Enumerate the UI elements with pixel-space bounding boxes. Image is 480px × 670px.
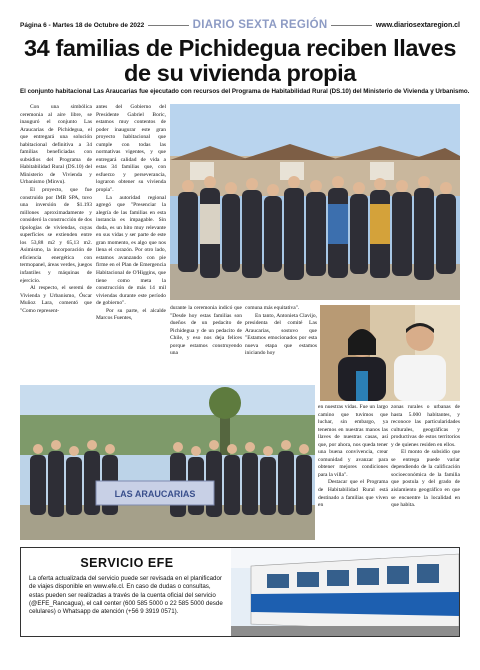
paragraph: antes del Gobierno del Presidente Gabriel Boric, estamos muy contentos de poder inaugurar este gran proyecto habitacional que cumple con todas las normativas vigentes, y que entregará calidad de vida a estas 34 familias que, con esfuerzo y perseverancia, lograron obtener su vivienda propia". [96,104,166,194]
text-column-6 [391,404,460,539]
paragraph: comuna más equitativa". [245,305,300,311]
paragraph: Destacar que el Programa de Habitabilidad Rural está destinado a familias que viven en [318,479,388,509]
paragraph: En tanto, Antonieta Clavijo, presidenta del comité Las Araucarias, sostuvo que "Estamos emocionados por esta nueva etapa que estamos iniciando hoy [245,312,317,357]
paragraph: La autoridad regional agregó que "Presenciar la alegría de las familias en esta instancia es impagable. Sin duda, es un hito muy relevante en sus vidas y ser parte de este gran momento, es algo que nos llena el corazón. Por otro lado, estamos avanzando con pie firme en el Plan de Emergencia Habitacional de O'Higgins, que tiene como meta la construcción de más 14 mil viviendas durante este período de gobierno". [96,194,166,307]
portrait-photo-couple [320,305,460,401]
ceremony-photo [20,385,315,540]
efe-ad-text [21,548,231,636]
text-column-1 [20,104,92,379]
text-column-4 [245,305,317,381]
efe-ad-body: La oferta actualizada del servicio puede ser revisada en el planificador de viajes disponible en www.efe.cl. En caso de dudas o consultas, estas pueden ser realizadas a través de la cuenta oficial del servicio (@EFE_Rancagua), el call center (600 585 5000 o 22 585 5000 desde celulares) o Whatsapp de atención (+56 9 3919 0571). [29,575,223,616]
train-photo [231,548,459,636]
paragraph: Por su parte, el alcalde Marcos Fuentes, [96,307,166,322]
paragraph: Al respecto, el seremi de Vivienda y Urbanismo, Óscar Muñoz Lara, comentó que "Como represent- [20,285,92,314]
article-headline: 34 familias de Pichidegua reciben llaves de su vivienda propia [23,35,456,86]
paragraph: El monto de subsidio que se entrega puede variar dependiendo de la calificación socioeconómica de la familia que postula y del grado de aislamiento geográfico en que se encuentre la localidad en que habita. [391,449,460,509]
group-photo-houses [170,104,460,300]
paragraph: en nuestras vidas. Fue un largo camino que tuvimos que luchar, sin embargo, ya tenemos en nuestras manos las llaves de nuestras casas, así que, por ahora, nos queda tener una buena convivencia, crear comunidad y avanzar para obtener mejores condiciones para la villa". [318,404,388,478]
paragraph: Con una simbólica ceremonia al aire libre, se inauguró el conjunto Las Araucarias de Pichidegua, el que entregará una solución habitacional definitiva a 34 familias beneficiadas con subsidios del Programa de Habitabilidad Rural (DS.10) del Ministerio de Vivienda y Urbanismo (Minvu). [20,104,92,186]
efe-ad-title: SERVICIO EFE [80,556,174,570]
paragraph: El proyecto, que fue construido por IMB SPA, tuvo una inversión de $1.193 millones aproximadamente y consideró la construcción de dos tipologías de viviendas, cuyas superficies se extienden entre los 53,88 m2 y 65,13 m2. Asimismo, la incorporación de eficiencia energética con termopanel, áreas verdes, juegos infantiles y máquinas de ejercicio. [20,187,92,284]
page-header [20,18,460,32]
banner-text: LAS ARAUCARIAS [114,489,196,499]
header-rule-left [148,25,188,26]
text-column-2 [96,104,166,379]
text-column-5 [318,404,388,539]
newspaper-url: www.diariosextaregion.cl [375,21,460,29]
header-rule-right [331,25,371,26]
page-label: Página 6 - Martes 18 de Octubre de 2022 [20,21,145,29]
paragraph: durante la ceremonia indicó que "Desde hoy estas familias son dueños de un pedacito de Pichidegua y de un pedacito de Chile, y eso nos deja felices porque estamos construyendo una [170,305,242,357]
paragraph: zonas rurales o urbanas de hasta 5.000 habitantes, y reconoce las particularidades culturales, geográficas y productivas de estos territorios y de quienes residen en ellos. [391,404,460,448]
newspaper-brand: DIARIO SEXTA REGIÓN [192,19,328,31]
efe-service-ad [20,547,460,637]
article-subheadline: El conjunto habitacional Las Araucarias fue ejecutado con recursos del Programa de Habitabilidad Rural (DS.10) del Ministerio de Vivienda y Urbanismo. [20,88,470,95]
text-column-3 [170,305,242,381]
